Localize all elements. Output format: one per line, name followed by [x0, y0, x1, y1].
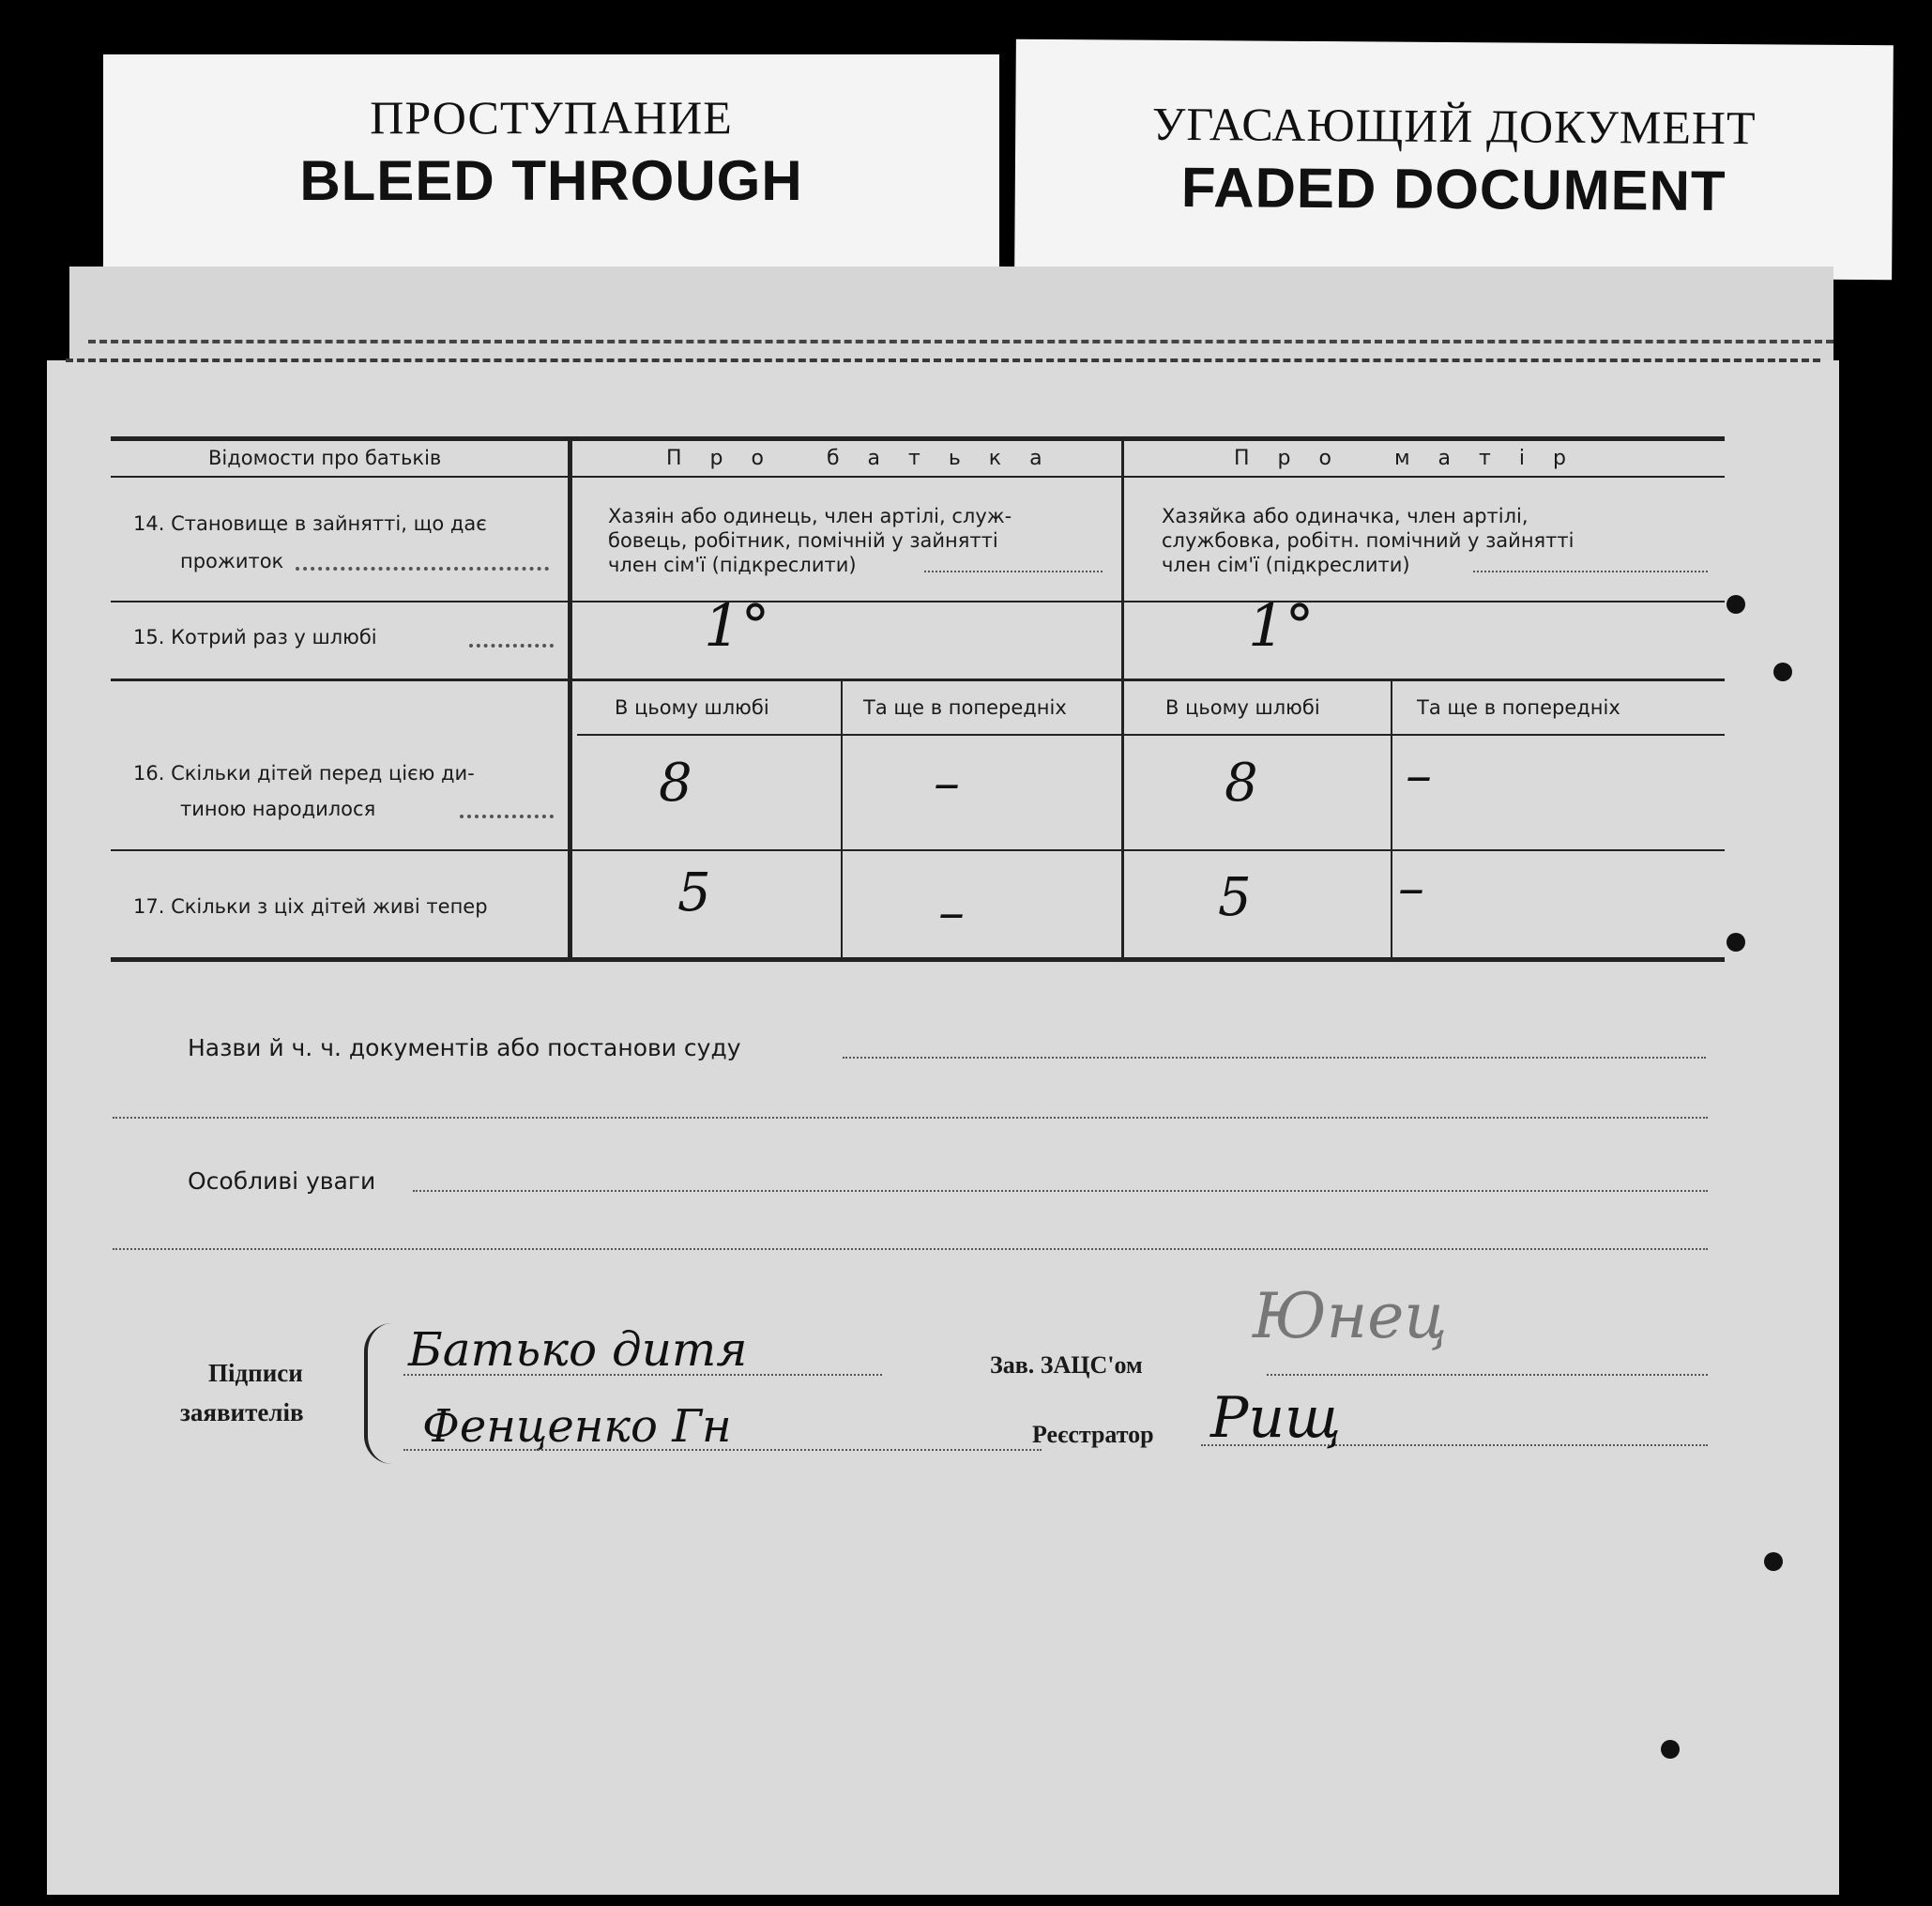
punch-hole [1727, 933, 1745, 952]
head-zags-label: Зав. ЗАЦС'ом [990, 1351, 1143, 1379]
row15-mother-value: 1° [1248, 591, 1315, 660]
row17-mother-this: 5 [1218, 867, 1252, 928]
rule [1391, 681, 1392, 959]
applicant-signature-1: Батько дитя [408, 1322, 748, 1377]
table-bottom-rule [111, 957, 1725, 962]
faded-document-ru: УГАСАЮЩИЙ ДОКУМЕНТ [1151, 97, 1757, 155]
row14-father-options-cont: бовець, робітник, помічній у зайнятті [608, 529, 998, 552]
bleed-through-ru: ПРОСТУПАНИЕ [370, 91, 733, 144]
row14-father-options: Хазяін або одинець, член артілі, служ- [608, 505, 1012, 527]
rule [111, 679, 1725, 681]
row14-father-options-end: член сім'ї (підкреслити) [608, 554, 857, 576]
faded-document-en: FADED DOCUMENT [1180, 155, 1727, 223]
row14-label: 14. Становище в зайнятті, що дає [133, 512, 487, 535]
rule [841, 681, 843, 959]
form-sheet [47, 360, 1839, 1895]
leader-dots [469, 644, 554, 648]
subheader-father-previous: Та ще в попередніх [863, 696, 1067, 719]
table-top-rule [111, 436, 1725, 441]
notes-line-2 [113, 1248, 1708, 1250]
row15-father-value: 1° [704, 591, 770, 660]
head-zags-signature: Юнец [1253, 1280, 1448, 1352]
documents-label: Назви й ч. ч. документів або постанови суду [188, 1034, 741, 1061]
row16-father-prev: – [934, 753, 960, 814]
leader-dots [296, 567, 549, 571]
applicant-signature-2: Фенценко Гн [422, 1400, 732, 1453]
signatures-label-cont: заявителів [180, 1398, 304, 1426]
row15-label: 15. Котрий раз у шлюбі [133, 626, 377, 648]
head-zags-line [1267, 1374, 1708, 1376]
rule [111, 601, 1725, 602]
documents-line-2 [113, 1117, 1708, 1119]
punch-hole [1727, 595, 1745, 614]
leader-dots [460, 815, 554, 818]
row14-mother-options-end: член сім'ї (підкреслити) [1162, 554, 1410, 576]
registrar-signature: Рищ [1210, 1385, 1342, 1451]
rule [1121, 439, 1124, 960]
underlying-sheet [69, 267, 1833, 370]
notes-line [413, 1190, 1708, 1192]
row17-label: 17. Скільки з ціх дітей живі тепер [133, 895, 488, 918]
documents-line [843, 1057, 1706, 1059]
header-father: Про батька [666, 447, 1071, 470]
perforation-line [66, 358, 1820, 362]
row17-father-prev: – [938, 882, 965, 943]
signatures-brace [364, 1323, 396, 1464]
row16-mother-this: 8 [1225, 753, 1258, 814]
subheader-mother-previous: Та ще в попередніх [1417, 696, 1620, 719]
bleed-through-en: BLEED THROUGH [299, 149, 803, 212]
row16-mother-prev: – [1406, 745, 1432, 806]
subheader-father-this-marriage: В цьому шлюбі [615, 696, 769, 719]
rule [111, 476, 1725, 478]
notes-label: Особливі уваги [188, 1167, 376, 1195]
punch-hole [1773, 663, 1792, 681]
signature-line-2 [403, 1449, 1042, 1451]
row14-mother-options: Хазяйка або одиначка, член артілі, [1162, 505, 1529, 527]
row14-label-cont: прожиток [180, 550, 284, 572]
row16-label: 16. Скільки дітей перед цією ди- [133, 762, 475, 785]
punch-hole [1661, 1740, 1680, 1759]
row17-mother-prev: – [1398, 858, 1424, 919]
registrar-label: Реєстратор [1032, 1421, 1154, 1448]
subheader-mother-this-marriage: В цьому шлюбі [1165, 696, 1320, 719]
row16-father-this: 8 [659, 753, 692, 814]
faded-document-card [1014, 39, 1894, 281]
signatures-label: Підписи [208, 1359, 303, 1387]
signature-line-1 [403, 1374, 882, 1376]
rule [568, 439, 572, 960]
rule [111, 849, 1725, 851]
leader-dots [924, 571, 1103, 572]
row17-father-this: 5 [677, 862, 711, 923]
punch-hole [1764, 1552, 1783, 1571]
bleed-through-card [103, 54, 999, 270]
leader-dots [1473, 571, 1708, 572]
header-parents-info: Відомости про батьків [208, 447, 442, 469]
header-mother: Про матір [1234, 447, 1594, 470]
rule [577, 734, 1725, 736]
row16-label-cont: тиною народилося [180, 798, 376, 820]
row14-mother-options-cont: службовка, робітн. помічний у зайнятті [1162, 529, 1575, 552]
